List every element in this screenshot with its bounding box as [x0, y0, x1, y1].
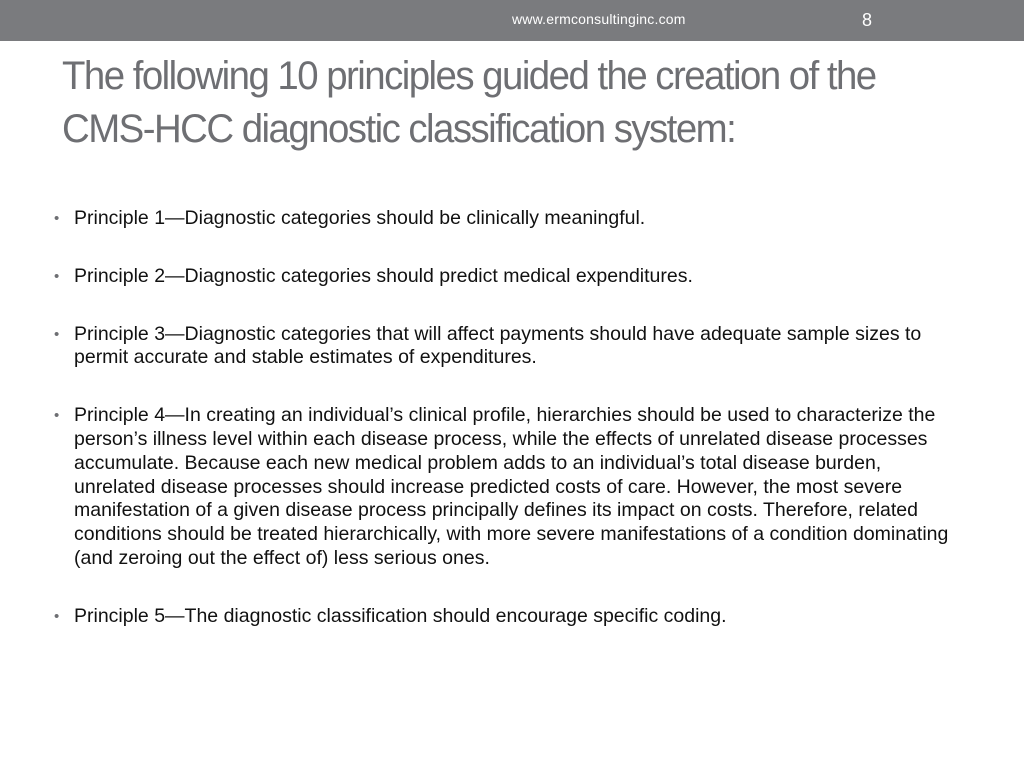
- principle-5: [54, 605, 964, 629]
- website-url: www.ermconsultinginc.com: [512, 11, 686, 27]
- slide-title: The following 10 principles guided the creation of the CMS-HCC diagnostic classification system:: [62, 54, 876, 151]
- principles-list: [54, 207, 964, 663]
- principle-2-text: Principle 2—Diagnostic categories should predict medical expenditures.: [74, 264, 693, 287]
- bullet-icon: •: [54, 407, 60, 425]
- bullet-icon: •: [54, 607, 60, 625]
- bullet-icon: •: [54, 267, 60, 285]
- principle-3: [54, 323, 964, 371]
- principle-2: [54, 265, 964, 289]
- principle-4-text: Principle 4—In creating an individual’s clinical profile, hierarchies should be used to characterize the person’s illness level within each disease process, while the effects of unrelated disease processes accumulate. Because each new medical problem adds to an individual’s total disease burden, unrelated disease processes should increase predicted costs of care. However, the most severe manifestation of a given disease process principally defines its impact on costs. Therefore, related conditions should be treated hierarchically, with more severe manifestations of a condition dominating (and zeroing out the effect of) less serious ones.: [74, 404, 949, 569]
- principle-4: [54, 404, 964, 571]
- slide-number: 8: [862, 10, 873, 30]
- principle-5-text: Principle 5—The diagnostic classification should encourage specific coding.: [74, 604, 727, 627]
- bullet-icon: •: [54, 210, 60, 227]
- bullet-icon: •: [54, 325, 60, 343]
- principle-3-text: Principle 3—Diagnostic categories that will affect payments should have adequate sample sizes to permit accurate and stable estimates of expenditures.: [74, 322, 922, 369]
- principle-1: [54, 207, 964, 231]
- header-bar: [0, 0, 1024, 41]
- principle-1-text: Principle 1—Diagnostic categories should be clinically meaningful.: [74, 207, 646, 229]
